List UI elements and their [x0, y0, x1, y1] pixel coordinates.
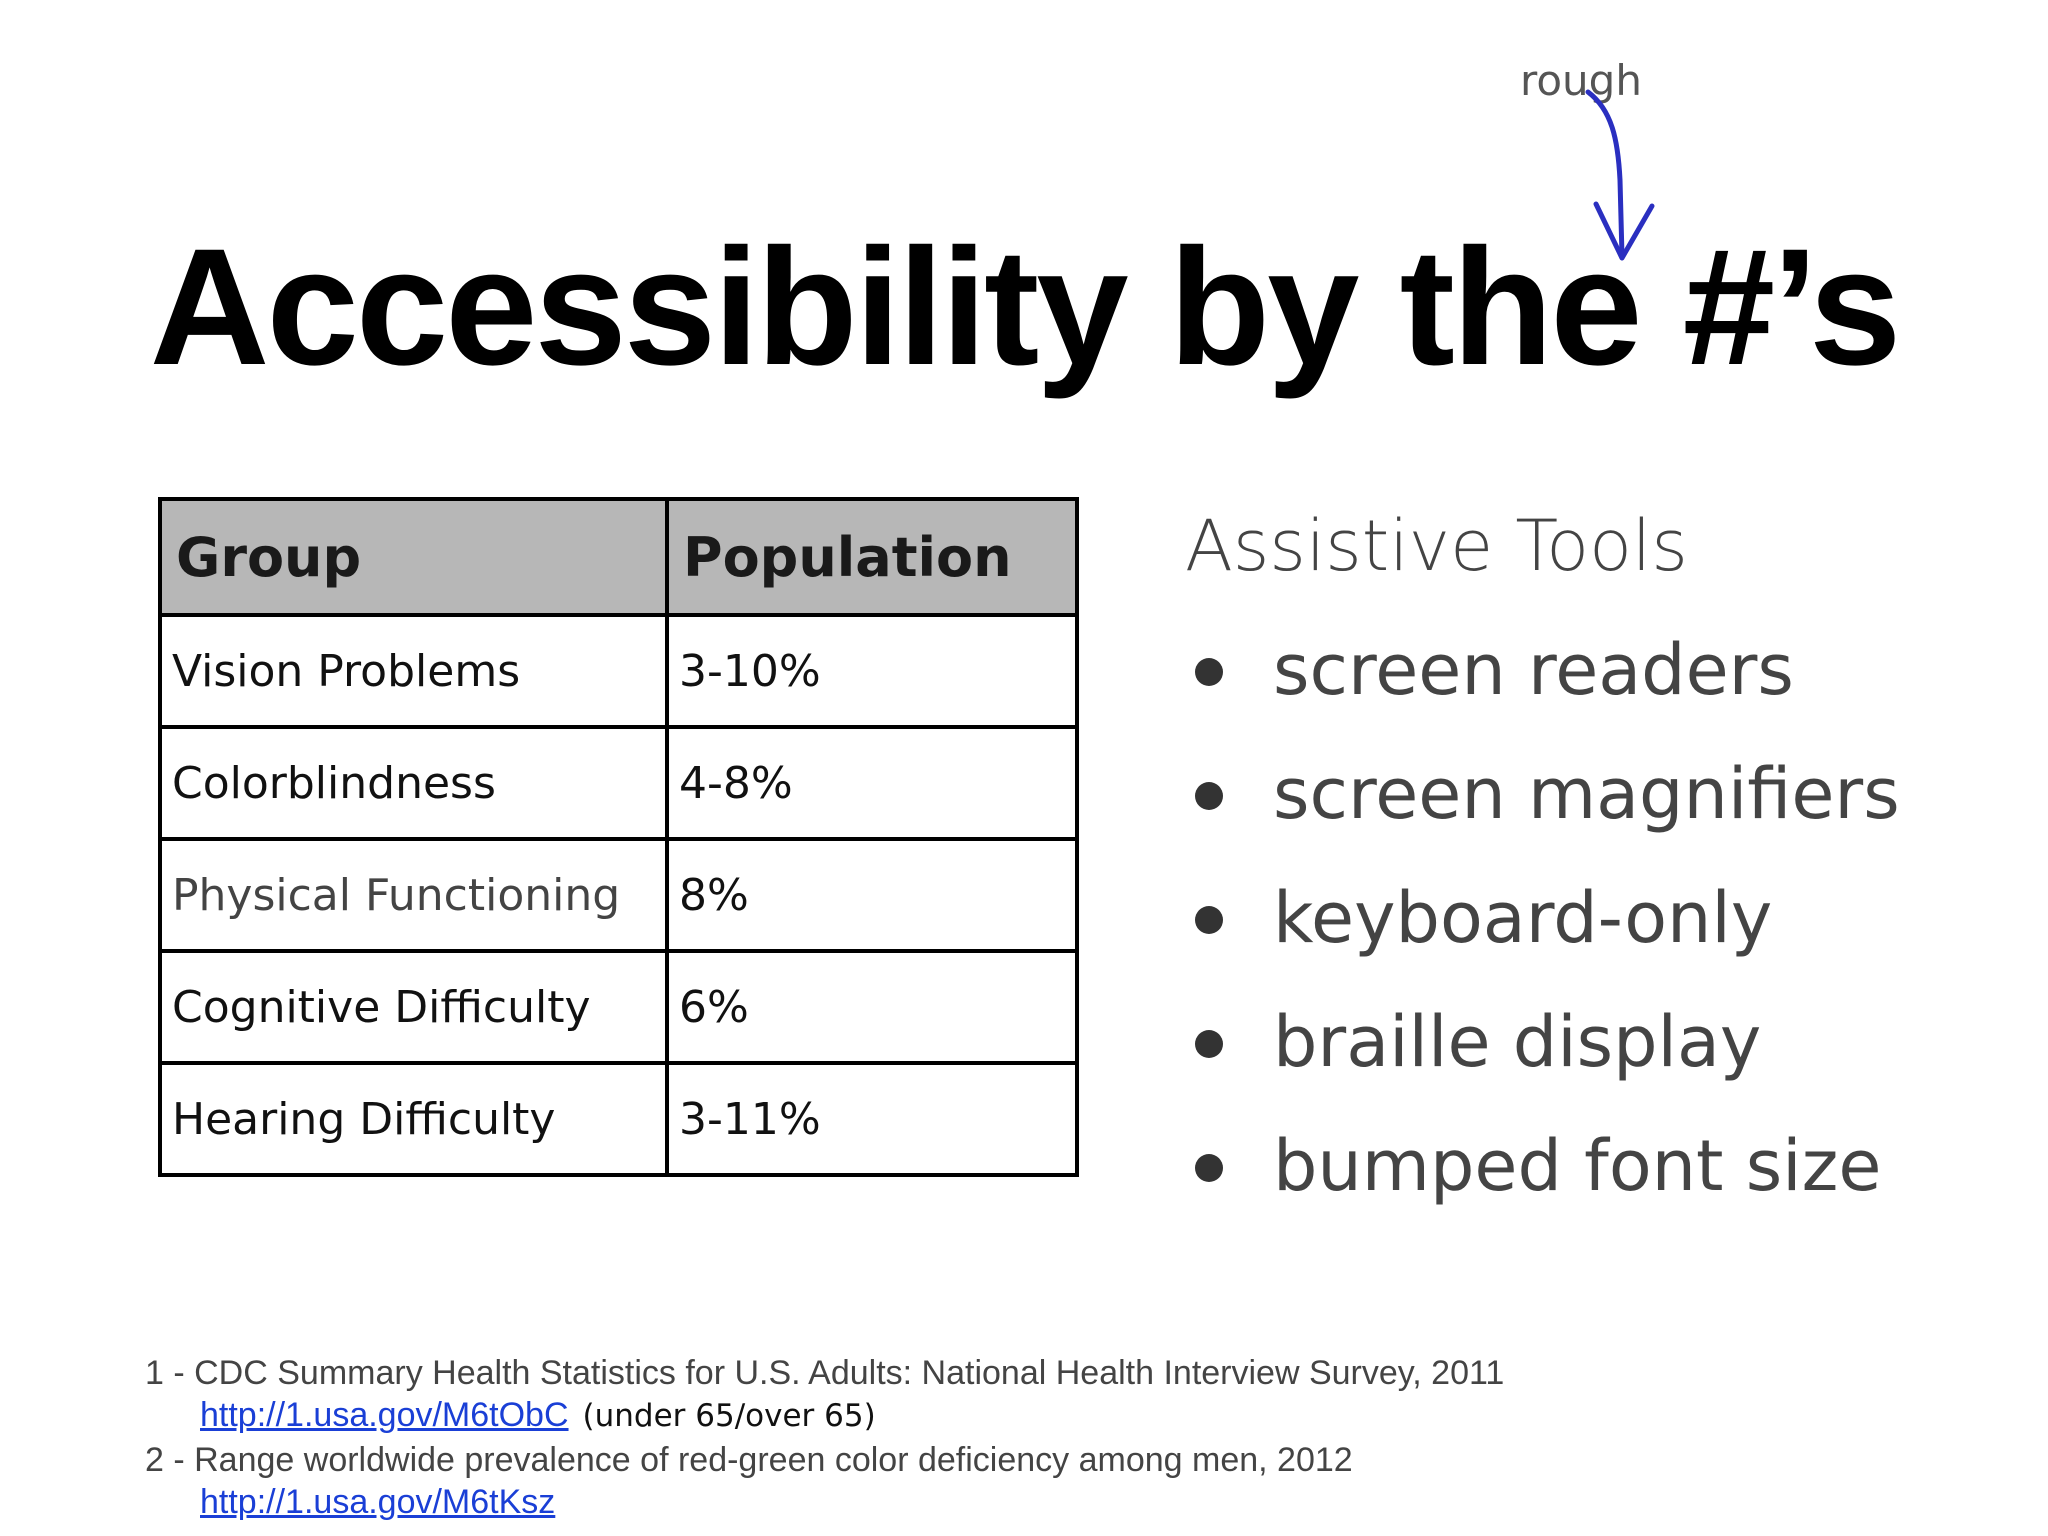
slide-title: Accessibility by the #’s: [149, 215, 1899, 400]
footnote-1-text: 1 - CDC Summary Health Statistics for U.S. Adults: National Health Interview Survey, 2011: [145, 1354, 1505, 1392]
cell-group: Physical Functioning: [160, 839, 667, 951]
bullet-icon: [1195, 1154, 1223, 1182]
column-header-population: Population: [667, 499, 1077, 615]
bullet-icon: [1195, 658, 1223, 686]
list-item-label: keyboard-only: [1273, 877, 1773, 959]
handwritten-annotation-text: rough: [1520, 56, 1642, 105]
footnote-1-link[interactable]: http://1.usa.gov/M6tObC: [200, 1396, 569, 1434]
bullet-icon: [1195, 906, 1223, 934]
cell-group: Colorblindness: [160, 727, 667, 839]
list-item-label: bumped font size: [1273, 1125, 1882, 1207]
cell-population: 4-8%: [667, 727, 1077, 839]
cell-population: 6%: [667, 951, 1077, 1063]
cell-group: Vision Problems: [160, 615, 667, 727]
footnotes: [145, 1352, 1504, 1523]
footnote-1-note: (under 65/over 65): [582, 1398, 876, 1434]
table-header-row: [160, 499, 1077, 615]
assistive-tools-heading: Assistive Tools: [1185, 505, 1688, 587]
list-item-label: braille display: [1273, 1001, 1762, 1083]
population-table: [158, 497, 1079, 1177]
table-row: [160, 951, 1077, 1063]
cell-population: 8%: [667, 839, 1077, 951]
table-row: [160, 839, 1077, 951]
bullet-icon: [1195, 1030, 1223, 1058]
cell-group: Hearing Difficulty: [160, 1063, 667, 1175]
list-item-label: screen readers: [1273, 629, 1794, 711]
footnote-2-sub: [145, 1481, 1504, 1523]
list-item-label: screen magnifiers: [1273, 753, 1900, 835]
footnote-2-text: 2 - Range worldwide prevalence of red-green color deficiency among men, 2012: [145, 1441, 1353, 1479]
bullet-icon: [1195, 782, 1223, 810]
table-row: [160, 615, 1077, 727]
column-header-group: Group: [160, 499, 667, 615]
cell-population: 3-10%: [667, 615, 1077, 727]
cell-group: Cognitive Difficulty: [160, 951, 667, 1063]
footnote-2-link[interactable]: http://1.usa.gov/M6tKsz: [200, 1483, 556, 1521]
footnote-1-sub: [145, 1394, 1504, 1437]
table-row: [160, 1063, 1077, 1175]
table-row: [160, 727, 1077, 839]
cell-population: 3-11%: [667, 1063, 1077, 1175]
